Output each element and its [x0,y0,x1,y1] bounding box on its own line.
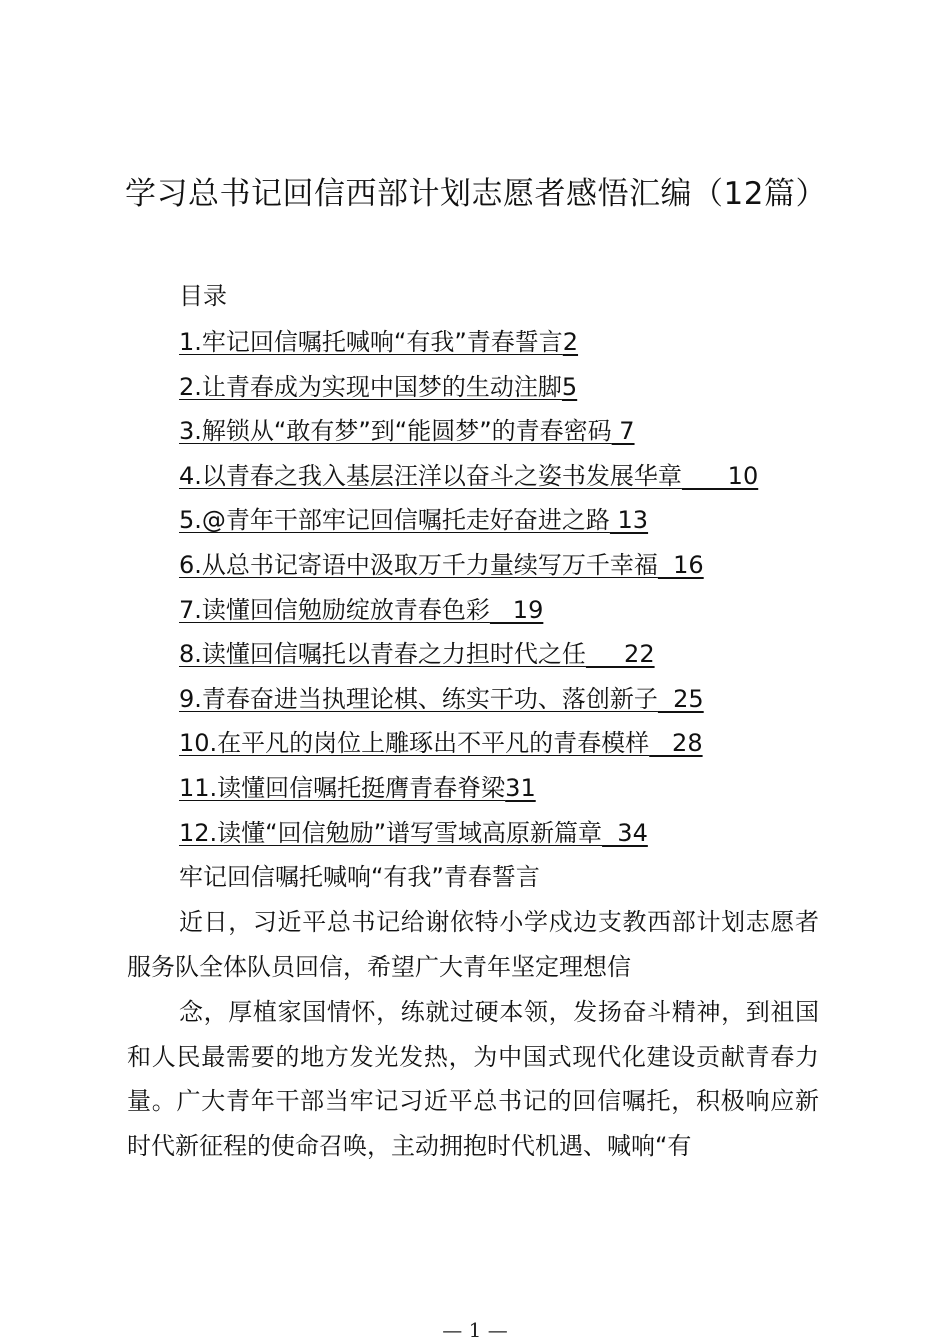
toc-item-label: 3.解锁从“敢有梦”到“能圆梦”的青春密码 [179,417,612,446]
toc-item-page: 25 [657,684,704,713]
toc-item[interactable] [179,771,829,816]
toc-item-label: 1.牢记回信嘱托喊响“有我”青春誓言 [179,328,563,356]
toc-item-label: 12.读懂“回信勉励”谱写雪域高原新篇章 [179,818,603,847]
toc-item-label: 7.读懂回信勉励绽放青春色彩 [179,595,490,624]
toc-item-page: 2 [562,328,579,356]
page-number: — 1 — [442,1318,508,1342]
toc-item-page: 19 [489,595,544,624]
toc-link[interactable] [179,774,536,802]
toc-item[interactable] [179,325,829,370]
toc-item[interactable] [179,816,829,861]
toc-item[interactable] [179,370,829,415]
toc-item-label: 9.青春奋进当执理论棋、练实干功、落创新子 [179,684,658,713]
toc-item[interactable] [179,503,829,548]
table-of-contents [179,325,829,860]
toc-item[interactable] [179,593,829,638]
toc-item-page: 28 [649,729,703,758]
toc-link[interactable] [179,640,655,668]
toc-item-label: 4.以青春之我入基层汪洋以奋斗之姿书发展华章 [179,461,682,490]
toc-link[interactable] [179,729,703,757]
toc-item-page: 10 [681,461,759,490]
toc-item-label: 2.让青春成为实现中国梦的生动注脚 [179,372,562,401]
toc-item-label: 5.@青年干部牢记回信嘱托走好奋进之路 [179,506,610,535]
toc-item-page: 22 [585,640,655,669]
body-paragraph: 近日，习近平总书记给谢依特小学戍边支教西部计划志愿者服务队全体队员回信，希望广大青年坚定理想信 [127,908,819,981]
toc-link[interactable] [179,373,577,401]
toc-link[interactable] [179,417,635,445]
toc-item-label: 10.在平凡的岗位上雕琢出不平凡的青春模样 [179,729,650,758]
toc-item[interactable] [179,459,829,504]
toc-item[interactable] [179,682,829,727]
toc-link[interactable] [179,506,648,534]
section-heading: 牢记回信嘱托喊响“有我”青春誓言 [179,863,540,891]
toc-link[interactable] [179,685,704,713]
toc-item[interactable] [179,414,829,459]
toc-item-page: 13 [609,506,649,535]
toc-link[interactable] [179,819,648,847]
toc-item-page: 5 [561,372,578,401]
toc-item-page: 31 [505,773,536,802]
toc-link[interactable] [179,596,543,624]
body-paragraph: 念，厚植家国情怀，练就过硬本领，发扬奋斗精神，到祖国和人民最需要的地方发光发热，为中国式现代化建设贡献青春力量。广大青年干部当牢记习近平总书记的回信嘱托，积极响应新时代新征程的使命召唤，主动拥抱时代机遇、喊响“有 [127,998,819,1160]
toc-item-page: 7 [611,417,635,446]
toc-item[interactable] [179,726,829,771]
toc-item-page: 34 [602,818,648,847]
toc-item-page: 16 [657,550,704,579]
toc-link[interactable] [179,551,704,579]
toc-item-label: 6.从总书记寄语中汲取万千力量续写万千幸福 [179,550,658,579]
toc-item-label: 11.读懂回信嘱托挺膺青春脊梁 [179,773,506,802]
toc-item-label: 8.读懂回信嘱托以青春之力担时代之任 [179,640,586,669]
document-title: 学习总书记回信西部计划志愿者感悟汇编（12篇） [125,176,827,212]
toc-link[interactable] [179,328,578,356]
toc-item[interactable] [179,548,829,593]
toc-link[interactable] [179,462,758,490]
toc-heading: 目录 [179,282,227,310]
toc-item[interactable] [179,637,829,682]
